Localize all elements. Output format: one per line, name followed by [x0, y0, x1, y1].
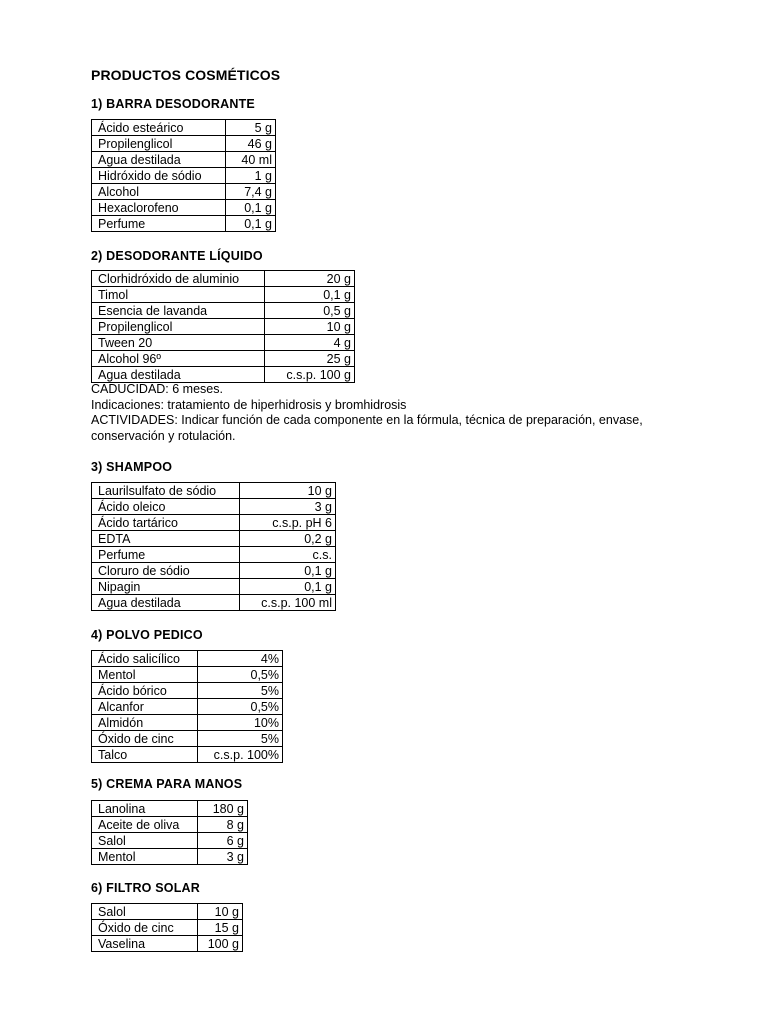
table-row — [92, 136, 276, 152]
ingredient-quantity: 0,1 g — [240, 563, 336, 579]
table-row — [92, 531, 336, 547]
table-row — [92, 499, 336, 515]
ingredient-quantity: 40 ml — [226, 152, 276, 168]
ingredient-quantity: 4% — [198, 651, 283, 667]
ingredient-name: Clorhidróxido de aluminio — [92, 271, 265, 287]
ingredient-name: Mentol — [92, 667, 198, 683]
table-row — [92, 563, 336, 579]
ingredient-quantity: c.s.p. 100 g — [265, 367, 355, 383]
table-row — [92, 920, 243, 936]
table-row — [92, 271, 355, 287]
table-row — [92, 595, 336, 611]
table-row — [92, 715, 283, 731]
table-row — [92, 833, 248, 849]
ingredient-quantity: 180 g — [198, 801, 248, 817]
ingredient-name: Perfume — [92, 547, 240, 563]
ingredient-name: Salol — [92, 904, 198, 920]
ingredient-name: Hidróxido de sódio — [92, 168, 226, 184]
ingredient-quantity: 6 g — [198, 833, 248, 849]
table-row — [92, 515, 336, 531]
ingredient-name: Aceite de oliva — [92, 817, 198, 833]
ingredient-quantity: 46 g — [226, 136, 276, 152]
ingredient-quantity: 20 g — [265, 271, 355, 287]
ingredient-name: Agua destilada — [92, 152, 226, 168]
table-row — [92, 904, 243, 920]
formula-table-barra-desodorante — [91, 119, 276, 232]
ingredient-name: Óxido de cinc — [92, 920, 198, 936]
table-row — [92, 200, 276, 216]
ingredient-quantity: 4 g — [265, 335, 355, 351]
ingredient-quantity: 8 g — [198, 817, 248, 833]
ingredient-name: Mentol — [92, 849, 198, 865]
ingredient-quantity: 25 g — [265, 351, 355, 367]
table-row — [92, 667, 283, 683]
section-heading-desodorante-liquido: 2) DESODORANTE LÍQUIDO — [91, 249, 263, 263]
ingredient-quantity: 0,5% — [198, 699, 283, 715]
table-row — [92, 936, 243, 952]
ingredient-quantity: 100 g — [198, 936, 243, 952]
table-row — [92, 319, 355, 335]
ingredient-quantity: 7,4 g — [226, 184, 276, 200]
ingredient-name: Agua destilada — [92, 367, 265, 383]
formula-table-crema-para-manos — [91, 800, 248, 865]
ingredient-name: Perfume — [92, 216, 226, 232]
ingredient-quantity: 0,2 g — [240, 531, 336, 547]
table-row — [92, 849, 248, 865]
ingredient-name: Laurilsulfato de sódio — [92, 483, 240, 499]
ingredient-quantity: 0,1 g — [240, 579, 336, 595]
table-row — [92, 817, 248, 833]
note-indicaciones: Indicaciones: tratamiento de hiperhidrosis y bromhidrosis — [91, 397, 407, 412]
ingredient-quantity: c.s. — [240, 547, 336, 563]
table-row — [92, 216, 276, 232]
section-heading-barra-desodorante: 1) BARRA DESODORANTE — [91, 97, 255, 111]
ingredient-quantity: 0,1 g — [265, 287, 355, 303]
ingredient-quantity: 5% — [198, 731, 283, 747]
table-row — [92, 747, 283, 763]
formula-table-polvo-pedico — [91, 650, 283, 763]
ingredient-quantity: 5% — [198, 683, 283, 699]
ingredient-quantity: 0,1 g — [226, 216, 276, 232]
table-row — [92, 184, 276, 200]
ingredient-name: Ácido oleico — [92, 499, 240, 515]
ingredient-name: Ácido esteárico — [92, 120, 226, 136]
ingredient-quantity: c.s.p. 100 ml — [240, 595, 336, 611]
formula-table-desodorante-liquido — [91, 270, 355, 383]
table-row — [92, 351, 355, 367]
ingredient-name: Ácido salicílico — [92, 651, 198, 667]
section-heading-crema-para-manos: 5) CREMA PARA MANOS — [91, 777, 243, 791]
notes-desodorante-liquido — [91, 382, 741, 444]
ingredient-name: Vaselina — [92, 936, 198, 952]
section-heading-polvo-pedico: 4) POLVO PEDICO — [91, 628, 203, 642]
ingredient-quantity: c.s.p. pH 6 — [240, 515, 336, 531]
table-row — [92, 367, 355, 383]
ingredient-name: Alcohol — [92, 184, 226, 200]
ingredient-name: Agua destilada — [92, 595, 240, 611]
ingredient-name: Propilenglicol — [92, 319, 265, 335]
table-row — [92, 801, 248, 817]
ingredient-quantity: 15 g — [198, 920, 243, 936]
ingredient-name: EDTA — [92, 531, 240, 547]
table-row — [92, 303, 355, 319]
table-row — [92, 120, 276, 136]
ingredient-name: Cloruro de sódio — [92, 563, 240, 579]
ingredient-name: Tween 20 — [92, 335, 265, 351]
document-title: PRODUCTOS COSMÉTICOS — [91, 67, 281, 83]
table-row — [92, 287, 355, 303]
table-row — [92, 335, 355, 351]
ingredient-name: Hexaclorofeno — [92, 200, 226, 216]
table-row — [92, 547, 336, 563]
ingredient-name: Esencia de lavanda — [92, 303, 265, 319]
ingredient-name: Óxido de cinc — [92, 731, 198, 747]
table-row — [92, 683, 283, 699]
table-row — [92, 483, 336, 499]
ingredient-quantity: 5 g — [226, 120, 276, 136]
table-row — [92, 731, 283, 747]
ingredient-name: Ácido bórico — [92, 683, 198, 699]
ingredient-quantity: 0,5 g — [265, 303, 355, 319]
ingredient-name: Alcohol 96º — [92, 351, 265, 367]
ingredient-name: Lanolina — [92, 801, 198, 817]
table-row — [92, 152, 276, 168]
note-actividades-cont: conservación y rotulación. — [91, 428, 236, 443]
section-heading-filtro-solar: 6) FILTRO SOLAR — [91, 881, 201, 895]
ingredient-quantity: 3 g — [240, 499, 336, 515]
ingredient-quantity: 10 g — [198, 904, 243, 920]
note-caducidad: CADUCIDAD: 6 meses. — [91, 382, 223, 396]
section-heading-shampoo: 3) SHAMPOO — [91, 460, 173, 474]
ingredient-quantity: c.s.p. 100% — [198, 747, 283, 763]
ingredient-name: Almidón — [92, 715, 198, 731]
ingredient-name: Talco — [92, 747, 198, 763]
table-row — [92, 699, 283, 715]
ingredient-name: Alcanfor — [92, 699, 198, 715]
ingredient-name: Propilenglicol — [92, 136, 226, 152]
ingredient-quantity: 3 g — [198, 849, 248, 865]
ingredient-name: Nipagin — [92, 579, 240, 595]
formula-table-shampoo — [91, 482, 336, 611]
ingredient-name: Ácido tartárico — [92, 515, 240, 531]
ingredient-quantity: 0,5% — [198, 667, 283, 683]
ingredient-quantity: 1 g — [226, 168, 276, 184]
table-row — [92, 651, 283, 667]
formula-table-filtro-solar — [91, 903, 243, 952]
note-actividades: ACTIVIDADES: Indicar función de cada componente en la fórmula, técnica de preparación, envase, — [91, 413, 643, 427]
ingredient-quantity: 10 g — [240, 483, 336, 499]
ingredient-name: Salol — [92, 833, 198, 849]
ingredient-quantity: 10 g — [265, 319, 355, 335]
table-row — [92, 579, 336, 595]
table-row — [92, 168, 276, 184]
ingredient-name: Timol — [92, 287, 265, 303]
ingredient-quantity: 0,1 g — [226, 200, 276, 216]
ingredient-quantity: 10% — [198, 715, 283, 731]
